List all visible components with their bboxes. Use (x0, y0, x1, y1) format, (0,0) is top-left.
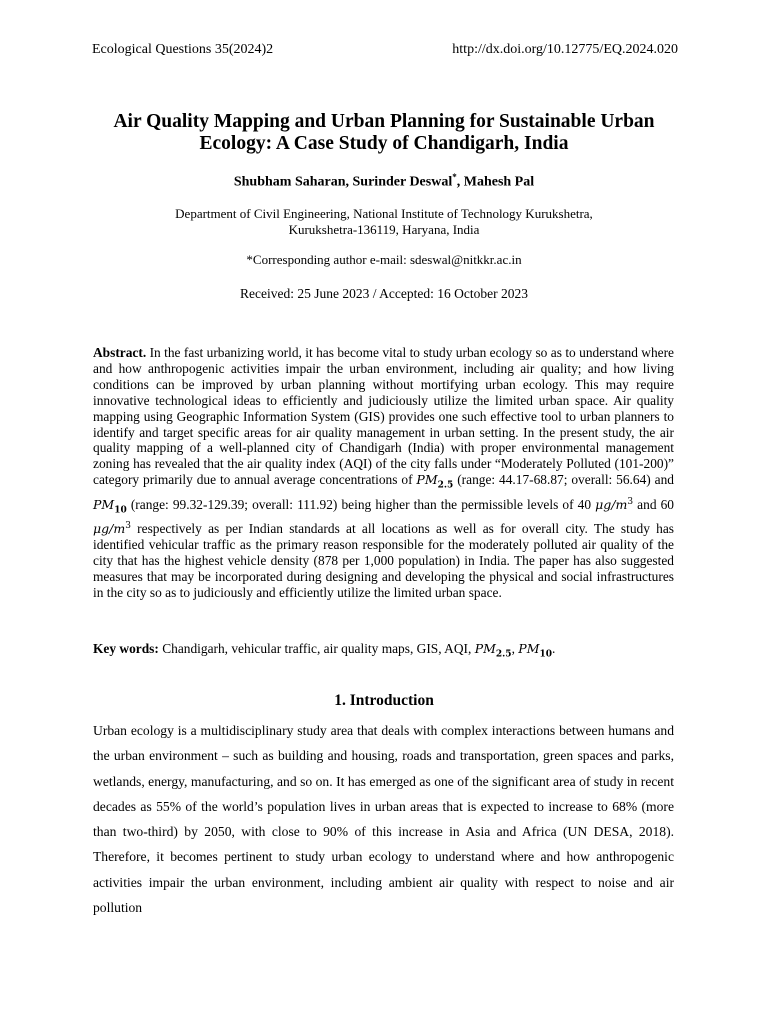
affiliation-line-1: Department of Civil Engineering, National Institute of Technology Kurukshetra, (175, 206, 593, 221)
authors-part-1: Shubham Saharan, Surinder Deswal (233, 174, 453, 190)
running-header-journal: Ecological Questions 35(2024)2 (92, 42, 274, 57)
kw-pm25-base: PM (474, 641, 496, 656)
keyword-pm10 (518, 641, 553, 660)
pm10-base: PM (93, 496, 115, 512)
pm10-symbol (93, 496, 127, 516)
abstract (93, 345, 674, 601)
keywords-text: Chandigarh, vehicular traffic, air quality maps, GIS, AQI, (158, 641, 475, 656)
pm10-subscript: 10 (114, 505, 127, 516)
authors-part-2: , Mahesh Pal (456, 174, 535, 190)
keywords (93, 641, 674, 663)
abstract-text-5: respectively as per Indian standards at all locations as well as for overall city. The study has identified vehicular traffic as the primary reason responsible for the moderately polluted air quality of the city that has the highest vehicle density (878 per 1,000 population) in India. The paper has also suggested measures that may be incorporated during designing and developing the physical and social infrastructures in the city so as to judiciously and efficiently utilize the limited urban space. (93, 521, 674, 600)
unit-ugm3-2 (93, 521, 131, 536)
introduction-body (93, 718, 674, 920)
keywords-label: Key words: (93, 641, 159, 656)
keywords-end: . (552, 641, 556, 656)
corresponding-mark: * (452, 172, 457, 182)
keywords-separator: , (511, 641, 519, 656)
kw-pm10-base: PM (518, 641, 540, 656)
abstract-text-2: (range: 44.17-68.87; overall: 56.64) and (453, 472, 674, 488)
corresponding-author: *Corresponding author e-mail: sdeswal@nitkkr.ac.in (246, 252, 522, 267)
unit-sup-2: 3 (125, 521, 131, 532)
received-accepted-dates: Received: 25 June 2023 / Accepted: 16 October 2023 (240, 286, 528, 301)
abstract-label: Abstract. (93, 345, 147, 360)
introduction-paragraph: Urban ecology is a multidisciplinary study area that deals with complex interactions between humans and the urban environment – such as building and housing, roads and transportation, green spaces and parks, wetlands, energy, manufacturing, and so on. It has emerged as one of the significant area of study in recent decades as 55% of the world’s population lives in urban areas that is expected to increase to 68% (more than two-third) by 2050, with close to 90% of this increase in Asia and Africa (UN DESA, 2018). Therefore, it becomes pertinent to study urban ecology to understand where and how anthropogenic activities impair the urban environment, including ambient air quality with respect to noise and air pollution (93, 723, 674, 916)
running-header-doi[interactable]: http://dx.doi.org/10.12775/EQ.2024.020 (452, 42, 678, 57)
title-line-1: Air Quality Mapping and Urban Planning for Sustainable Urban (113, 111, 655, 132)
unit-base-1: μg/m (595, 496, 628, 512)
title-line-2: Ecology: A Case Study of Chandigarh, India (199, 133, 569, 154)
abstract-text-3: (range: 99.32-129.39; overall: 111.92) being higher than the permissible levels of 40 (126, 496, 596, 512)
unit-sup-1: 3 (627, 496, 634, 507)
abstract-text-1: In the fast urbanizing world, it has become vital to study urban ecology so as to understand where and how anthropogenic activities impair the urban environment, including air quality; and how living conditions can be improved by urban planning without mortifying urban ecology. This may require innovative technological ideas to efficiently and judiciously utilize the limited urban space. Air quality mapping using Geographic Information System (GIS) provides one such effective tool to urban planners to identify and target specific areas for air quality management in urban setting. In the present study, the air quality mapping of a well-planned city of Chandigarh (India) with proper environmental management zoning has revealed that the air quality index (AQI) of the city falls under “Moderately Polluted (101-200)” category primarily due to annual average concentrations of (93, 345, 674, 488)
pm25-subscript: 2.5 (437, 480, 454, 491)
abstract-text-4: and 60 (633, 496, 674, 512)
author-list (60, 172, 708, 191)
pm25-base: PM (416, 472, 438, 488)
affiliation (60, 206, 708, 238)
affiliation-line-2: Kurukshetra-136119, Haryana, India (288, 222, 480, 237)
unit-base-2: μg/m (93, 521, 126, 537)
unit-ugm3-1 (595, 497, 633, 512)
keyword-pm25 (474, 641, 512, 660)
kw-pm10-sub: 10 (539, 649, 553, 660)
paper-title (60, 111, 708, 155)
section-heading-introduction: 1. Introduction (334, 692, 434, 709)
kw-pm25-sub: 2.5 (495, 649, 512, 660)
pm25-symbol (416, 472, 454, 491)
